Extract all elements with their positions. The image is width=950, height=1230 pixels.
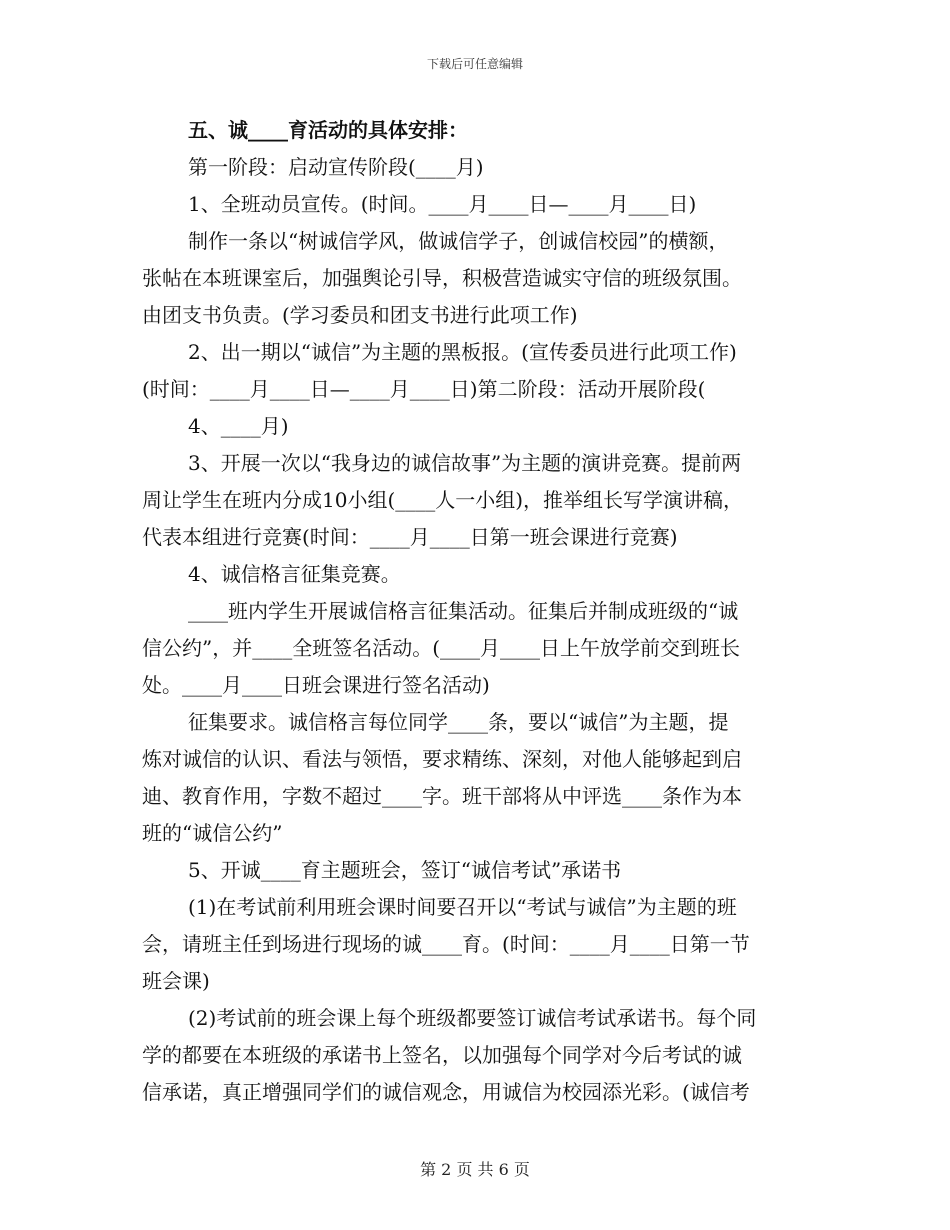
body-text-line: 班会课) — [142, 969, 210, 993]
body-text-line: 迪、教育作用，字数不超过____字。班干部将从中评选____条作为本 — [142, 784, 742, 808]
body-text-line: ____班内学生开展诚信格言征集活动。征集后并制成班级的“诚 — [188, 599, 739, 623]
body-text-line: 3、开展一次以“我身边的诚信故事”为主题的演讲竞赛。提前两 — [188, 451, 742, 475]
page-header: 下载后可任意编辑 — [426, 57, 523, 71]
document-body — [142, 112, 807, 1111]
body-text-line: 5、开诚____育主题班会，签订“诚信考试”承诺书 — [188, 858, 622, 882]
page-footer: 第 2 页 共 6 页 — [420, 1160, 530, 1179]
body-text-line: 炼对诚信的认识、看法与领悟，要求精练、深刻，对他人能够起到启 — [142, 747, 742, 771]
body-text-line: 会，请班主任到场进行现场的诚____育。(时间：____月____日第一节 — [142, 932, 750, 956]
body-text-line: 第一阶段：启动宣传阶段(____月) — [188, 155, 484, 179]
body-text-line: 处。____月____日班会课进行签名活动) — [142, 673, 490, 697]
body-text-line: 班的“诚信公约” — [142, 821, 283, 845]
body-text-line: 学的都要在本班级的承诺书上签名，以加强每个同学对今后考试的诚 — [142, 1043, 742, 1067]
body-text-line: 信承诺，真正增强同学们的诚信观念，用诚信为校园添光彩。(诚信考 — [142, 1080, 750, 1104]
body-text-line: 周让学生在班内分成10小组(____人一小组)，推举组长写学演讲稿， — [142, 488, 744, 512]
body-text-line: 4、诚信格言征集竞赛。 — [188, 562, 401, 586]
body-text-line: 由团支书负责。(学习委员和团支书进行此项工作) — [142, 303, 578, 327]
body-text-line: 信公约”，并____全班签名活动。(____月____日上午放学前交到班长 — [142, 636, 741, 660]
body-text-line: 1、全班动员宣传。(时间。____月____日—____月____日) — [188, 192, 697, 216]
body-text-line: 征集要求。诚信格言每位同学____条，要以“诚信”为主题，提 — [188, 710, 729, 734]
body-text-line: (时间：____月____日—____月____日)第二阶段：活动开展阶段( — [142, 377, 706, 401]
body-text-line: 张帖在本班课室后，加强舆论引导，积极营造诚实守信的班级氛围。 — [142, 266, 742, 290]
body-text-line: (1)在考试前利用班会课时间要召开以“考试与诚信”为主题的班 — [188, 895, 737, 919]
body-text-line: 制作一条以“树诚信学风，做诚信学子，创诚信校园”的横额， — [188, 229, 729, 253]
section-heading: 五、诚____育活动的具体安排： — [188, 118, 468, 142]
body-text-line: 4、____月) — [188, 414, 289, 438]
body-text-line: 2、出一期以“诚信”为主题的黑板报。(宣传委员进行此项工作) — [188, 340, 737, 364]
body-text-line: 代表本组进行竞赛(时间：____月____日第一班会课进行竞赛) — [142, 525, 678, 549]
body-text-line: (2)考试前的班会课上每个班级都要签订诚信考试承诺书。每个同 — [188, 1006, 757, 1030]
